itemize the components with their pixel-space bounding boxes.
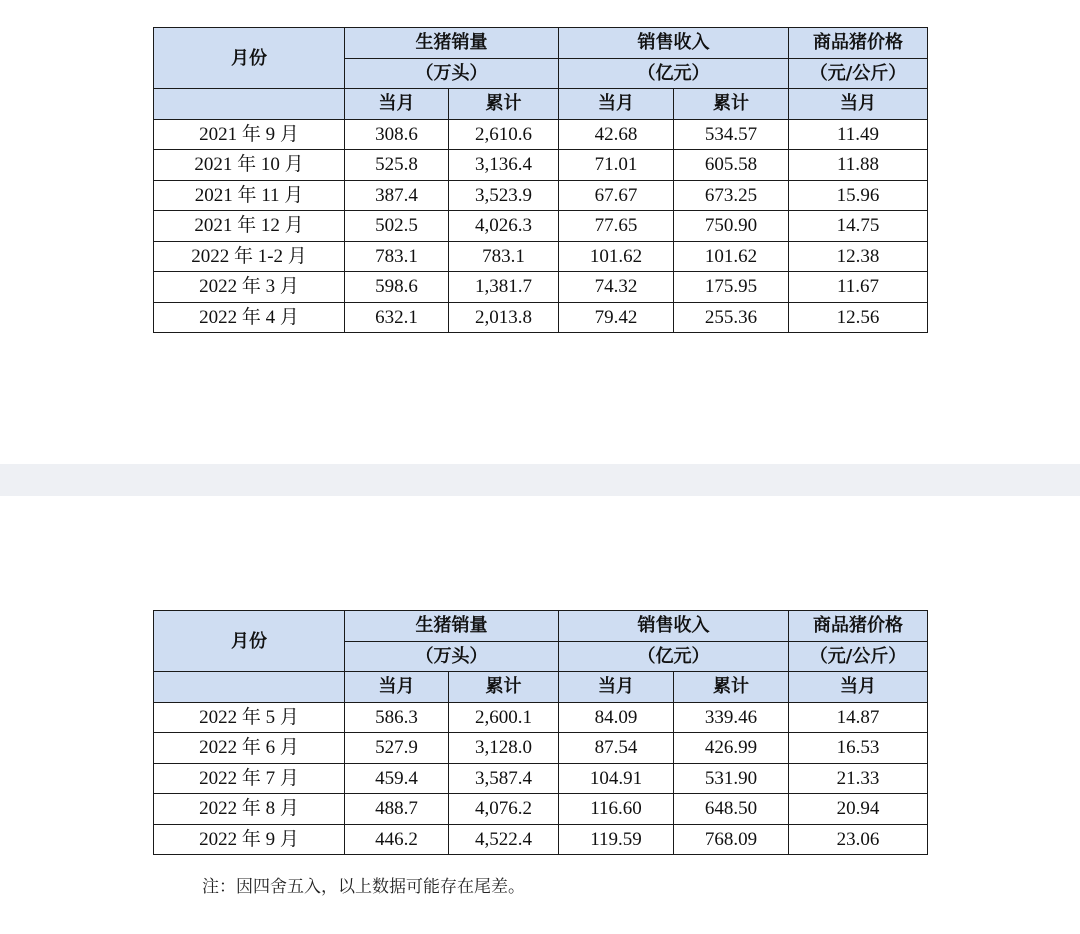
- table-row: [154, 763, 928, 794]
- volume-current-cell: 387.4: [345, 180, 449, 211]
- header-month: 月份: [154, 611, 345, 672]
- header-volume-cumulative: 累计: [449, 89, 559, 120]
- sales-table-1: [153, 27, 928, 333]
- price-current-cell: 20.94: [789, 794, 928, 825]
- volume-cumulative-cell: 783.1: [449, 241, 559, 272]
- header-price-current: 当月: [789, 672, 928, 703]
- month-cell: 2022 年 4 月: [154, 302, 345, 333]
- revenue-current-cell: 84.09: [559, 702, 674, 733]
- volume-cumulative-cell: 2,600.1: [449, 702, 559, 733]
- rounding-note: 注：因四舍五入，以上数据可能存在尾差。: [202, 877, 525, 897]
- revenue-current-cell: 42.68: [559, 119, 674, 150]
- volume-current-cell: 598.6: [345, 272, 449, 303]
- header-price-unit: （元/公斤）: [789, 641, 928, 672]
- sales-table-2: [153, 610, 928, 855]
- header-revenue-cumulative: 累计: [674, 672, 789, 703]
- month-cell: 2022 年 9 月: [154, 824, 345, 855]
- header-price-current: 当月: [789, 89, 928, 120]
- price-current-cell: 21.33: [789, 763, 928, 794]
- header-volume-current: 当月: [345, 89, 449, 120]
- month-cell: 2022 年 5 月: [154, 702, 345, 733]
- volume-current-cell: 488.7: [345, 794, 449, 825]
- revenue-cumulative-cell: 605.58: [674, 150, 789, 181]
- revenue-current-cell: 87.54: [559, 733, 674, 764]
- header-sales-volume-unit: （万头）: [345, 641, 559, 672]
- volume-current-cell: 308.6: [345, 119, 449, 150]
- revenue-cumulative-cell: 339.46: [674, 702, 789, 733]
- price-current-cell: 14.87: [789, 702, 928, 733]
- month-cell: 2021 年 12 月: [154, 211, 345, 242]
- month-cell: 2022 年 1-2 月: [154, 241, 345, 272]
- table-row: [154, 702, 928, 733]
- volume-current-cell: 586.3: [345, 702, 449, 733]
- volume-current-cell: 502.5: [345, 211, 449, 242]
- revenue-current-cell: 67.67: [559, 180, 674, 211]
- month-cell: 2022 年 3 月: [154, 272, 345, 303]
- revenue-cumulative-cell: 648.50: [674, 794, 789, 825]
- revenue-cumulative-cell: 768.09: [674, 824, 789, 855]
- volume-current-cell: 525.8: [345, 150, 449, 181]
- price-current-cell: 11.49: [789, 119, 928, 150]
- revenue-cumulative-cell: 101.62: [674, 241, 789, 272]
- volume-cumulative-cell: 3,128.0: [449, 733, 559, 764]
- header-volume-current: 当月: [345, 672, 449, 703]
- revenue-cumulative-cell: 750.90: [674, 211, 789, 242]
- table-row: [154, 180, 928, 211]
- month-cell: 2021 年 11 月: [154, 180, 345, 211]
- revenue-current-cell: 104.91: [559, 763, 674, 794]
- table-row: [154, 150, 928, 181]
- volume-cumulative-cell: 2,013.8: [449, 302, 559, 333]
- revenue-cumulative-cell: 531.90: [674, 763, 789, 794]
- header-price: 商品猪价格: [789, 28, 928, 59]
- header-sales-volume: 生猪销量: [345, 28, 559, 59]
- header-sales-volume-unit: （万头）: [345, 58, 559, 89]
- table-row: [154, 241, 928, 272]
- price-current-cell: 11.67: [789, 272, 928, 303]
- month-cell: 2022 年 6 月: [154, 733, 345, 764]
- page-separator: [0, 464, 1080, 496]
- price-current-cell: 11.88: [789, 150, 928, 181]
- header-revenue-current: 当月: [559, 672, 674, 703]
- month-cell: 2021 年 10 月: [154, 150, 345, 181]
- price-current-cell: 14.75: [789, 211, 928, 242]
- revenue-current-cell: 116.60: [559, 794, 674, 825]
- header-month-filler: [154, 89, 345, 120]
- revenue-current-cell: 74.32: [559, 272, 674, 303]
- header-month: 月份: [154, 28, 345, 89]
- volume-cumulative-cell: 4,522.4: [449, 824, 559, 855]
- volume-current-cell: 783.1: [345, 241, 449, 272]
- revenue-current-cell: 101.62: [559, 241, 674, 272]
- revenue-cumulative-cell: 255.36: [674, 302, 789, 333]
- header-price: 商品猪价格: [789, 611, 928, 642]
- price-current-cell: 15.96: [789, 180, 928, 211]
- revenue-current-cell: 79.42: [559, 302, 674, 333]
- revenue-current-cell: 119.59: [559, 824, 674, 855]
- header-revenue-current: 当月: [559, 89, 674, 120]
- month-cell: 2021 年 9 月: [154, 119, 345, 150]
- table-row: [154, 794, 928, 825]
- month-cell: 2022 年 7 月: [154, 763, 345, 794]
- revenue-cumulative-cell: 426.99: [674, 733, 789, 764]
- volume-current-cell: 632.1: [345, 302, 449, 333]
- revenue-cumulative-cell: 673.25: [674, 180, 789, 211]
- volume-cumulative-cell: 4,026.3: [449, 211, 559, 242]
- table-row: [154, 119, 928, 150]
- volume-cumulative-cell: 3,136.4: [449, 150, 559, 181]
- header-month-filler: [154, 672, 345, 703]
- header-revenue-cumulative: 累计: [674, 89, 789, 120]
- header-revenue-unit: （亿元）: [559, 58, 789, 89]
- price-current-cell: 16.53: [789, 733, 928, 764]
- volume-cumulative-cell: 3,523.9: [449, 180, 559, 211]
- price-current-cell: 12.38: [789, 241, 928, 272]
- table-row: [154, 272, 928, 303]
- volume-cumulative-cell: 1,381.7: [449, 272, 559, 303]
- header-revenue-unit: （亿元）: [559, 641, 789, 672]
- header-revenue: 销售收入: [559, 28, 789, 59]
- volume-cumulative-cell: 2,610.6: [449, 119, 559, 150]
- volume-current-cell: 459.4: [345, 763, 449, 794]
- table-row: [154, 824, 928, 855]
- header-revenue: 销售收入: [559, 611, 789, 642]
- table-row: [154, 733, 928, 764]
- header-volume-cumulative: 累计: [449, 672, 559, 703]
- header-price-unit: （元/公斤）: [789, 58, 928, 89]
- volume-cumulative-cell: 3,587.4: [449, 763, 559, 794]
- price-current-cell: 12.56: [789, 302, 928, 333]
- revenue-cumulative-cell: 175.95: [674, 272, 789, 303]
- revenue-current-cell: 77.65: [559, 211, 674, 242]
- revenue-cumulative-cell: 534.57: [674, 119, 789, 150]
- volume-cumulative-cell: 4,076.2: [449, 794, 559, 825]
- revenue-current-cell: 71.01: [559, 150, 674, 181]
- volume-current-cell: 446.2: [345, 824, 449, 855]
- month-cell: 2022 年 8 月: [154, 794, 345, 825]
- volume-current-cell: 527.9: [345, 733, 449, 764]
- table-row: [154, 302, 928, 333]
- price-current-cell: 23.06: [789, 824, 928, 855]
- table-row: [154, 211, 928, 242]
- header-sales-volume: 生猪销量: [345, 611, 559, 642]
